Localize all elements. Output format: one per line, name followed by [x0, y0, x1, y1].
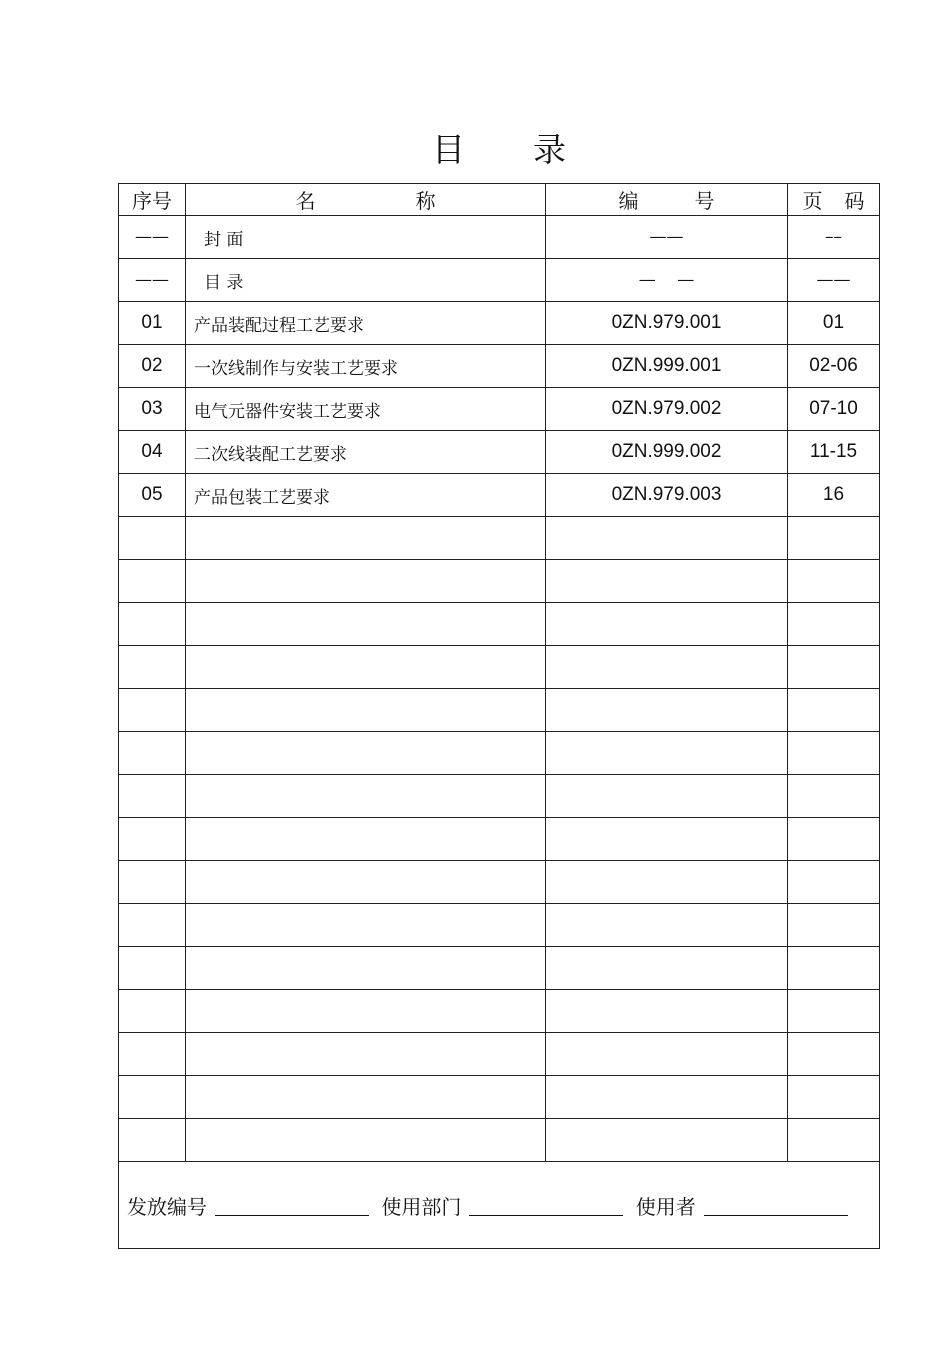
empty-row [119, 904, 880, 947]
empty-row [119, 1033, 880, 1076]
cell-code: 0ZN.999.002 [546, 431, 788, 474]
empty-cell [788, 603, 880, 646]
empty-cell [788, 560, 880, 603]
empty-cell [546, 775, 788, 818]
empty-row [119, 818, 880, 861]
empty-cell [186, 1119, 546, 1162]
cell-code: 0ZN.979.002 [546, 388, 788, 431]
empty-cell [546, 1076, 788, 1119]
empty-cell [546, 603, 788, 646]
cell-code: 0ZN.979.001 [546, 302, 788, 345]
empty-row [119, 947, 880, 990]
empty-cell [186, 775, 546, 818]
empty-cell [788, 517, 880, 560]
empty-cell [546, 1033, 788, 1076]
cell-code: —— [546, 216, 788, 259]
header-name: 名 称 [186, 184, 546, 216]
cell-page: –– [788, 216, 880, 259]
toc-table [118, 183, 880, 1249]
empty-cell [119, 818, 186, 861]
cell-page: 02-06 [788, 345, 880, 388]
empty-row [119, 1119, 880, 1162]
empty-cell [788, 861, 880, 904]
table-row [119, 302, 880, 345]
department-label: 使用部门 [381, 1194, 462, 1219]
empty-cell [546, 818, 788, 861]
cell-no: —— [119, 259, 186, 302]
empty-cell [788, 1119, 880, 1162]
empty-cell [119, 560, 186, 603]
empty-cell [788, 818, 880, 861]
empty-cell [788, 775, 880, 818]
department-field[interactable] [469, 1214, 623, 1216]
empty-cell [119, 689, 186, 732]
issue-no-label: 发放编号 [127, 1194, 207, 1219]
cell-page: 11-15 [788, 431, 880, 474]
empty-row [119, 861, 880, 904]
empty-cell [546, 990, 788, 1033]
cell-page: 01 [788, 302, 880, 345]
empty-cell [546, 947, 788, 990]
empty-cell [186, 517, 546, 560]
empty-cell [546, 646, 788, 689]
empty-cell [546, 732, 788, 775]
empty-cell [186, 646, 546, 689]
table-row [119, 259, 880, 302]
header-page: 页 码 [788, 184, 880, 216]
empty-cell [186, 818, 546, 861]
cell-name: 产品包装工艺要求 [186, 474, 546, 517]
empty-cell [119, 1119, 186, 1162]
footer-cell [119, 1162, 880, 1249]
empty-cell [546, 904, 788, 947]
empty-cell [788, 689, 880, 732]
cell-name: 目 录 [186, 259, 546, 302]
empty-cell [788, 1033, 880, 1076]
table-row [119, 216, 880, 259]
cell-no: 05 [119, 474, 186, 517]
cell-page: —— [788, 259, 880, 302]
empty-row [119, 646, 880, 689]
empty-cell [186, 1033, 546, 1076]
table-row [119, 345, 880, 388]
header-row [119, 184, 880, 216]
empty-cell [788, 990, 880, 1033]
user-field[interactable] [704, 1214, 848, 1216]
empty-cell [546, 1119, 788, 1162]
empty-row [119, 1076, 880, 1119]
title-left: 目 [432, 130, 467, 169]
cell-name: 一次线制作与安装工艺要求 [186, 345, 546, 388]
empty-row [119, 689, 880, 732]
empty-cell [119, 646, 186, 689]
empty-cell [546, 689, 788, 732]
empty-row [119, 560, 880, 603]
empty-cell [186, 603, 546, 646]
empty-cell [119, 904, 186, 947]
empty-cell [186, 1076, 546, 1119]
header-code: 编 号 [546, 184, 788, 216]
cell-page: 07-10 [788, 388, 880, 431]
empty-cell [788, 646, 880, 689]
empty-cell [186, 560, 546, 603]
cell-no: 03 [119, 388, 186, 431]
empty-cell [186, 689, 546, 732]
cell-code: 0ZN.979.003 [546, 474, 788, 517]
cell-no: —— [119, 216, 186, 259]
cell-name: 电气元器件安装工艺要求 [186, 388, 546, 431]
empty-cell [546, 517, 788, 560]
empty-row [119, 603, 880, 646]
cell-name: 二次线装配工艺要求 [186, 431, 546, 474]
page-title [0, 124, 950, 171]
empty-cell [186, 947, 546, 990]
empty-row [119, 732, 880, 775]
cell-name: 产品装配过程工艺要求 [186, 302, 546, 345]
table-row [119, 431, 880, 474]
empty-cell [119, 517, 186, 560]
empty-cell [119, 990, 186, 1033]
empty-cell [186, 732, 546, 775]
empty-cell [546, 560, 788, 603]
empty-cell [119, 861, 186, 904]
empty-row [119, 517, 880, 560]
cell-no: 02 [119, 345, 186, 388]
table-row [119, 474, 880, 517]
empty-cell [788, 1076, 880, 1119]
cell-name: 封 面 [186, 216, 546, 259]
user-label: 使用者 [635, 1194, 696, 1219]
title-right: 录 [533, 130, 568, 169]
cell-code: 0ZN.999.001 [546, 345, 788, 388]
empty-cell [788, 947, 880, 990]
cell-no: 01 [119, 302, 186, 345]
cell-no: 04 [119, 431, 186, 474]
empty-cell [119, 775, 186, 818]
issue-no-field[interactable] [215, 1214, 369, 1216]
cell-page: 16 [788, 474, 880, 517]
empty-rows [119, 517, 880, 1162]
empty-cell [546, 861, 788, 904]
header-no: 序号 [119, 184, 186, 216]
empty-row [119, 775, 880, 818]
empty-cell [119, 732, 186, 775]
empty-cell [119, 1076, 186, 1119]
empty-cell [119, 603, 186, 646]
empty-cell [788, 904, 880, 947]
empty-cell [186, 904, 546, 947]
empty-cell [186, 990, 546, 1033]
table-row [119, 388, 880, 431]
empty-cell [788, 732, 880, 775]
cell-code: — — [546, 259, 788, 302]
empty-row [119, 990, 880, 1033]
empty-cell [186, 861, 546, 904]
empty-cell [119, 1033, 186, 1076]
empty-cell [119, 947, 186, 990]
footer-row [119, 1162, 880, 1249]
